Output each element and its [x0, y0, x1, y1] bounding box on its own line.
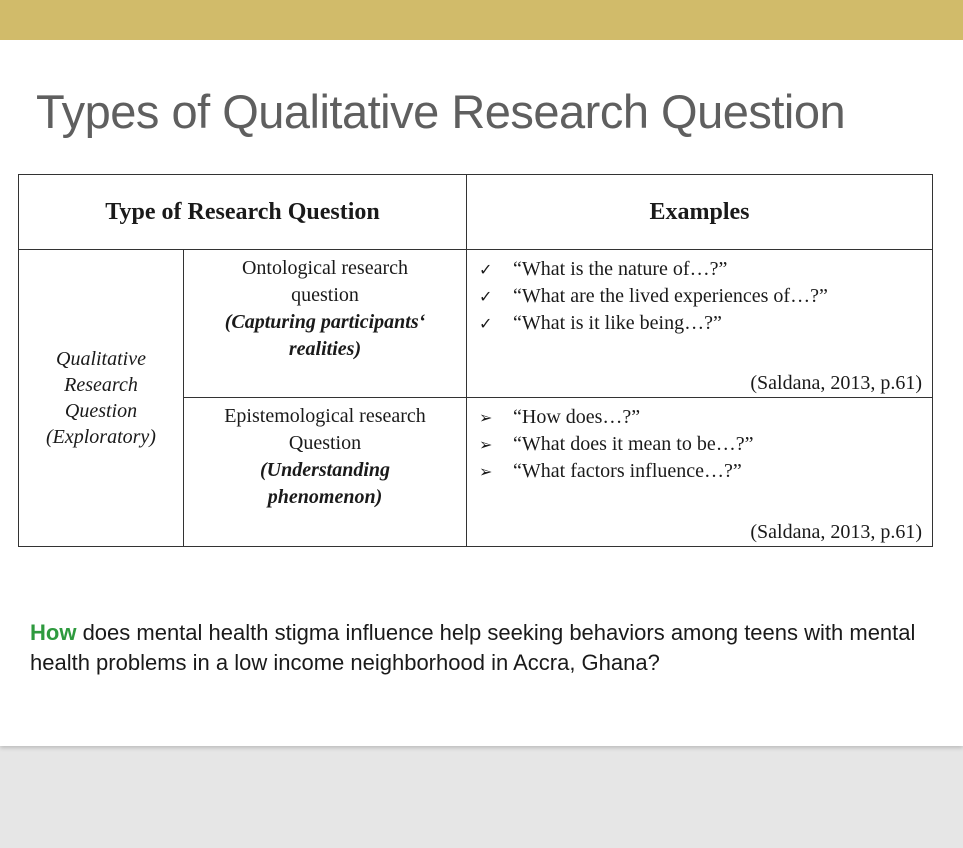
example-text: “What are the lived experiences of…?” — [513, 285, 828, 307]
list-item — [479, 310, 932, 337]
examples-list — [467, 398, 932, 485]
type-description: phenomenon) — [267, 486, 383, 508]
research-question-table — [18, 174, 933, 547]
examples-cell-epistemological — [467, 398, 933, 547]
arrowhead-icon: ➢ — [479, 408, 493, 427]
checkmark-icon: ✓ — [479, 260, 493, 279]
research-question-text — [30, 618, 930, 678]
question-body: does mental health stigma influence help seeking behaviors among teens with mental health problems in a low income neighborhood in Accra, Ghana? — [30, 620, 916, 675]
type-description: (Understanding — [259, 459, 391, 481]
table-row — [19, 250, 933, 398]
type-description: realities) — [288, 338, 362, 360]
list-item — [479, 431, 932, 458]
question-highlight: How — [30, 620, 77, 645]
example-text: “What does it mean to be…?” — [513, 433, 754, 455]
example-text: “What is it like being…?” — [513, 312, 722, 334]
category-cell — [19, 250, 184, 547]
citation: (Saldana, 2013, p.61) — [750, 372, 922, 394]
list-item — [479, 404, 932, 431]
arrowhead-icon: ➢ — [479, 435, 493, 454]
type-label: Question — [288, 432, 362, 454]
list-item — [479, 458, 932, 485]
type-label: Ontological research — [241, 257, 409, 279]
table-header-row — [19, 175, 933, 250]
list-item — [479, 283, 932, 310]
category-line: (Exploratory) — [46, 426, 156, 448]
category-line: Question — [64, 400, 138, 422]
example-text: “How does…?” — [513, 406, 641, 428]
examples-list — [467, 250, 932, 337]
citation: (Saldana, 2013, p.61) — [750, 521, 922, 543]
list-item — [479, 256, 932, 283]
type-label: Epistemological research — [224, 405, 426, 427]
category-line: Research — [64, 374, 138, 396]
header-type: Type of Research Question — [19, 175, 467, 250]
example-text: “What factors influence…?” — [513, 460, 742, 482]
type-cell-epistemological — [184, 398, 467, 547]
examples-cell-ontological — [467, 250, 933, 398]
type-description: (Capturing participants‘ — [224, 311, 426, 333]
arrowhead-icon: ➢ — [479, 462, 493, 481]
header-examples: Examples — [467, 175, 933, 250]
type-cell-ontological — [184, 250, 467, 398]
category-line: Qualitative — [56, 348, 146, 370]
slide-accent-bar — [0, 0, 963, 40]
checkmark-icon: ✓ — [479, 287, 493, 306]
example-text: “What is the nature of…?” — [513, 258, 728, 280]
slide-title: Types of Qualitative Research Question — [36, 85, 846, 138]
checkmark-icon: ✓ — [479, 314, 493, 333]
type-label: question — [291, 284, 359, 306]
